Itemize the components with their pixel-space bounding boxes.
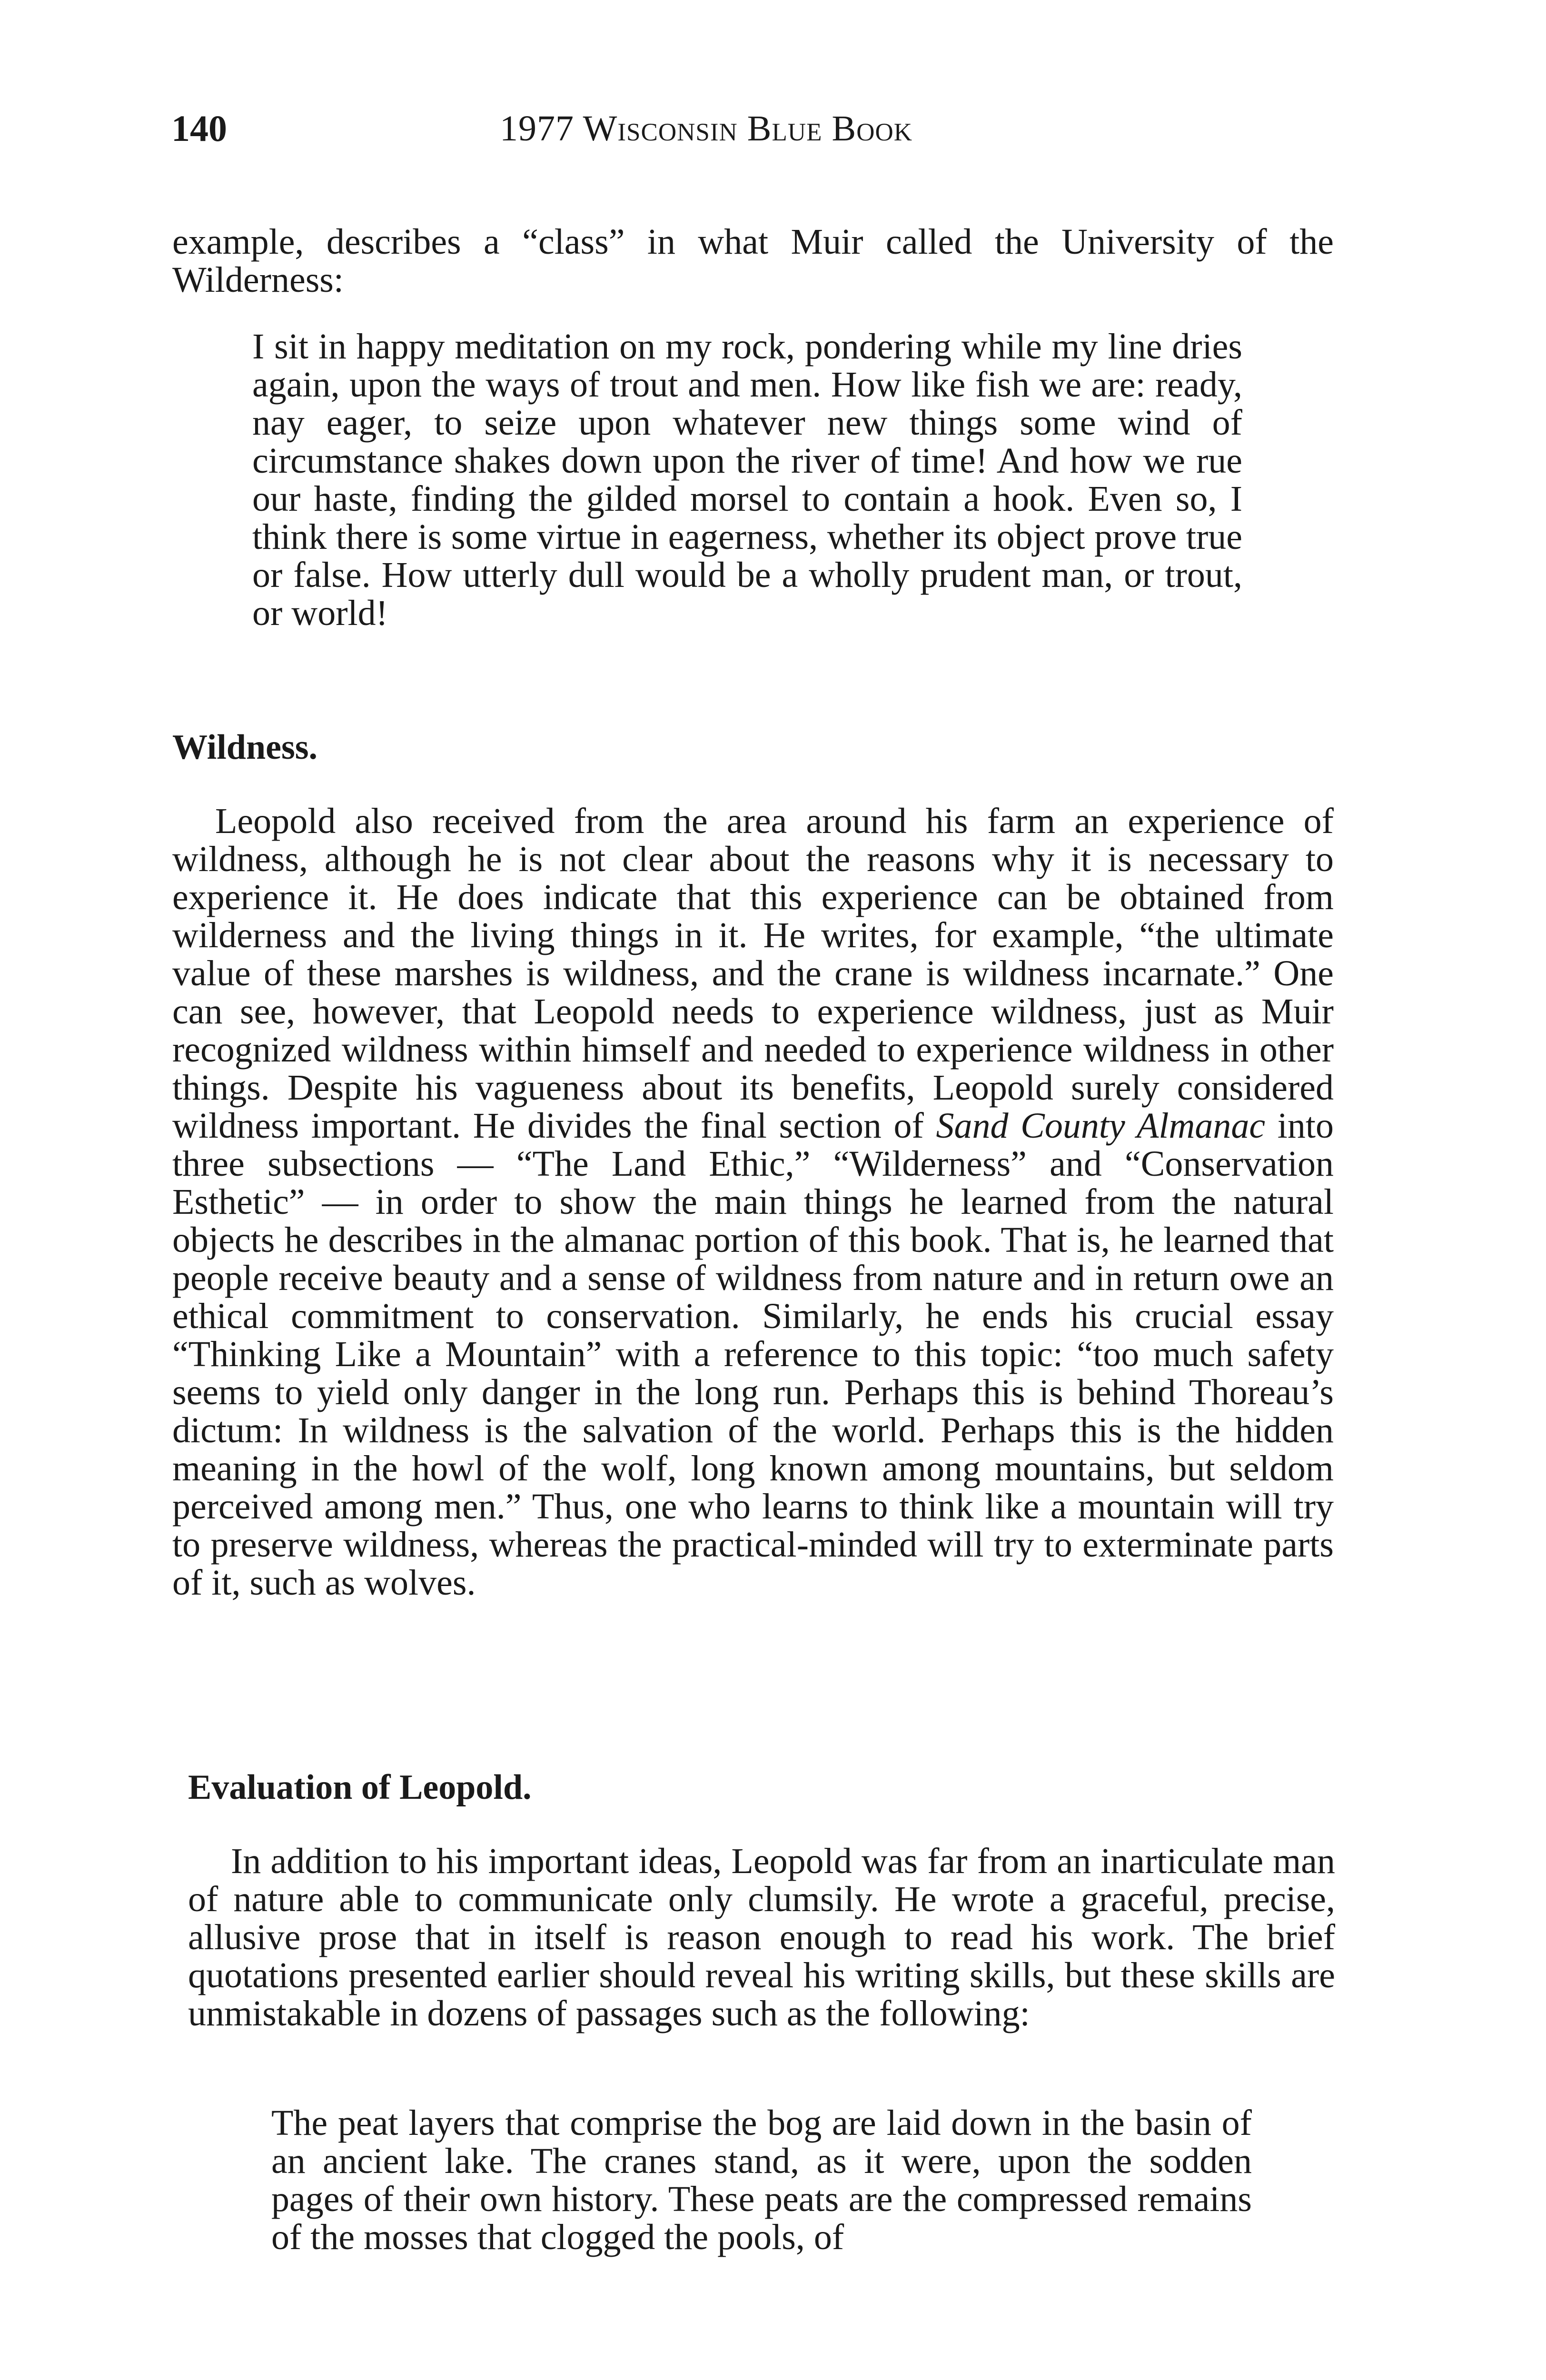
- intro-paragraph: [172, 223, 1334, 299]
- book-title: 1977 Wisconsin Blue Book: [500, 109, 913, 149]
- evaluation-text: In addition to his important ideas, Leopold was far from an inarticulate man of nature able to communicate only clumsily. He wrote a graceful, precise, allusive prose that in itself is reason enough to read his work. The brief quotations presented earlier should reveal his writing skills, but these skills are unmistakable in dozens of passages such as the following:: [188, 1841, 1335, 2033]
- book-title-italic: Sand County Almanac: [936, 1106, 1266, 1146]
- section-heading-wildness: Wildness.: [172, 728, 318, 767]
- page-number: 140: [171, 108, 227, 149]
- block-quote-trout: [252, 327, 1242, 632]
- section-heading-evaluation: Evaluation of Leopold.: [188, 1768, 532, 1807]
- block-quote-trout-text: I sit in happy meditation on my rock, pondering while my line dries again, upon the ways of trout and men. How like fish we are: ready, nay eager, to seize upon whatever new things some wind of circumstance shakes down upon the river of time! And how we rue our haste, finding the gilded morsel to contain a hook. Even so, I think there is some virtue in eagerness, whether its object prove true or false. How utterly dull would be a wholly prudent man, or trout, or world!: [252, 327, 1242, 633]
- block-quote-peat-text: The peat layers that comprise the bog are laid down in the basin of an ancient lake. The cranes stand, as it were, upon the sodden pages of their own history. These peats are the compressed remains of the mosses that clogged the pools, of: [271, 2103, 1252, 2257]
- running-head: [171, 102, 1333, 155]
- evaluation-paragraph: [188, 1842, 1335, 2033]
- block-quote-peat: [271, 2104, 1252, 2256]
- wildness-text-part-1: Leopold also received from the area around his farm an experience of wildness, although he is not clear about the reasons why it is necessary to experience it. He does indicate that this experience can be obtained from wilderness and the living things in it. He writes, for example, “the ultimate value of these marshes is wildness, and the crane is wildness incarnate.” One can see, however, that Leopold needs to experience wildness, just as Muir recognized wildness within himself and needed to experience wildness in other things. Despite his vagueness about its benefits, Leopold surely considered wildness important. He divides the final section of: [172, 801, 1334, 1146]
- wildness-paragraph: [172, 802, 1334, 1602]
- intro-text: example, describes a “class” in what Muir called the University of the Wilderness:: [172, 222, 1334, 300]
- wildness-text: [172, 802, 1334, 1602]
- wildness-text-part-2: into three subsections — “The Land Ethic,” “Wilderness” and “Conservation Esthetic” — in order to show the main things he learned from the natural objects he describes in the almanac portion of this book. That is, he learned that people receive beauty and a sense of wildness from nature and in return owe an ethical commitment to conservation. Similarly, he ends his crucial essay “Thinking Like a Mountain” with a reference to this topic: “too much safety seems to yield only danger in the long run. Perhaps this is behind Thoreau’s dictum: In wildness is the salvation of the world. Perhaps this is the hidden meaning in the howl of the wolf, long known among mountains, but seldom perceived among men.” Thus, one who learns to think like a mountain will try to preserve wildness, whereas the practical-minded will try to exterminate parts of it, such as wolves.: [172, 1106, 1334, 1603]
